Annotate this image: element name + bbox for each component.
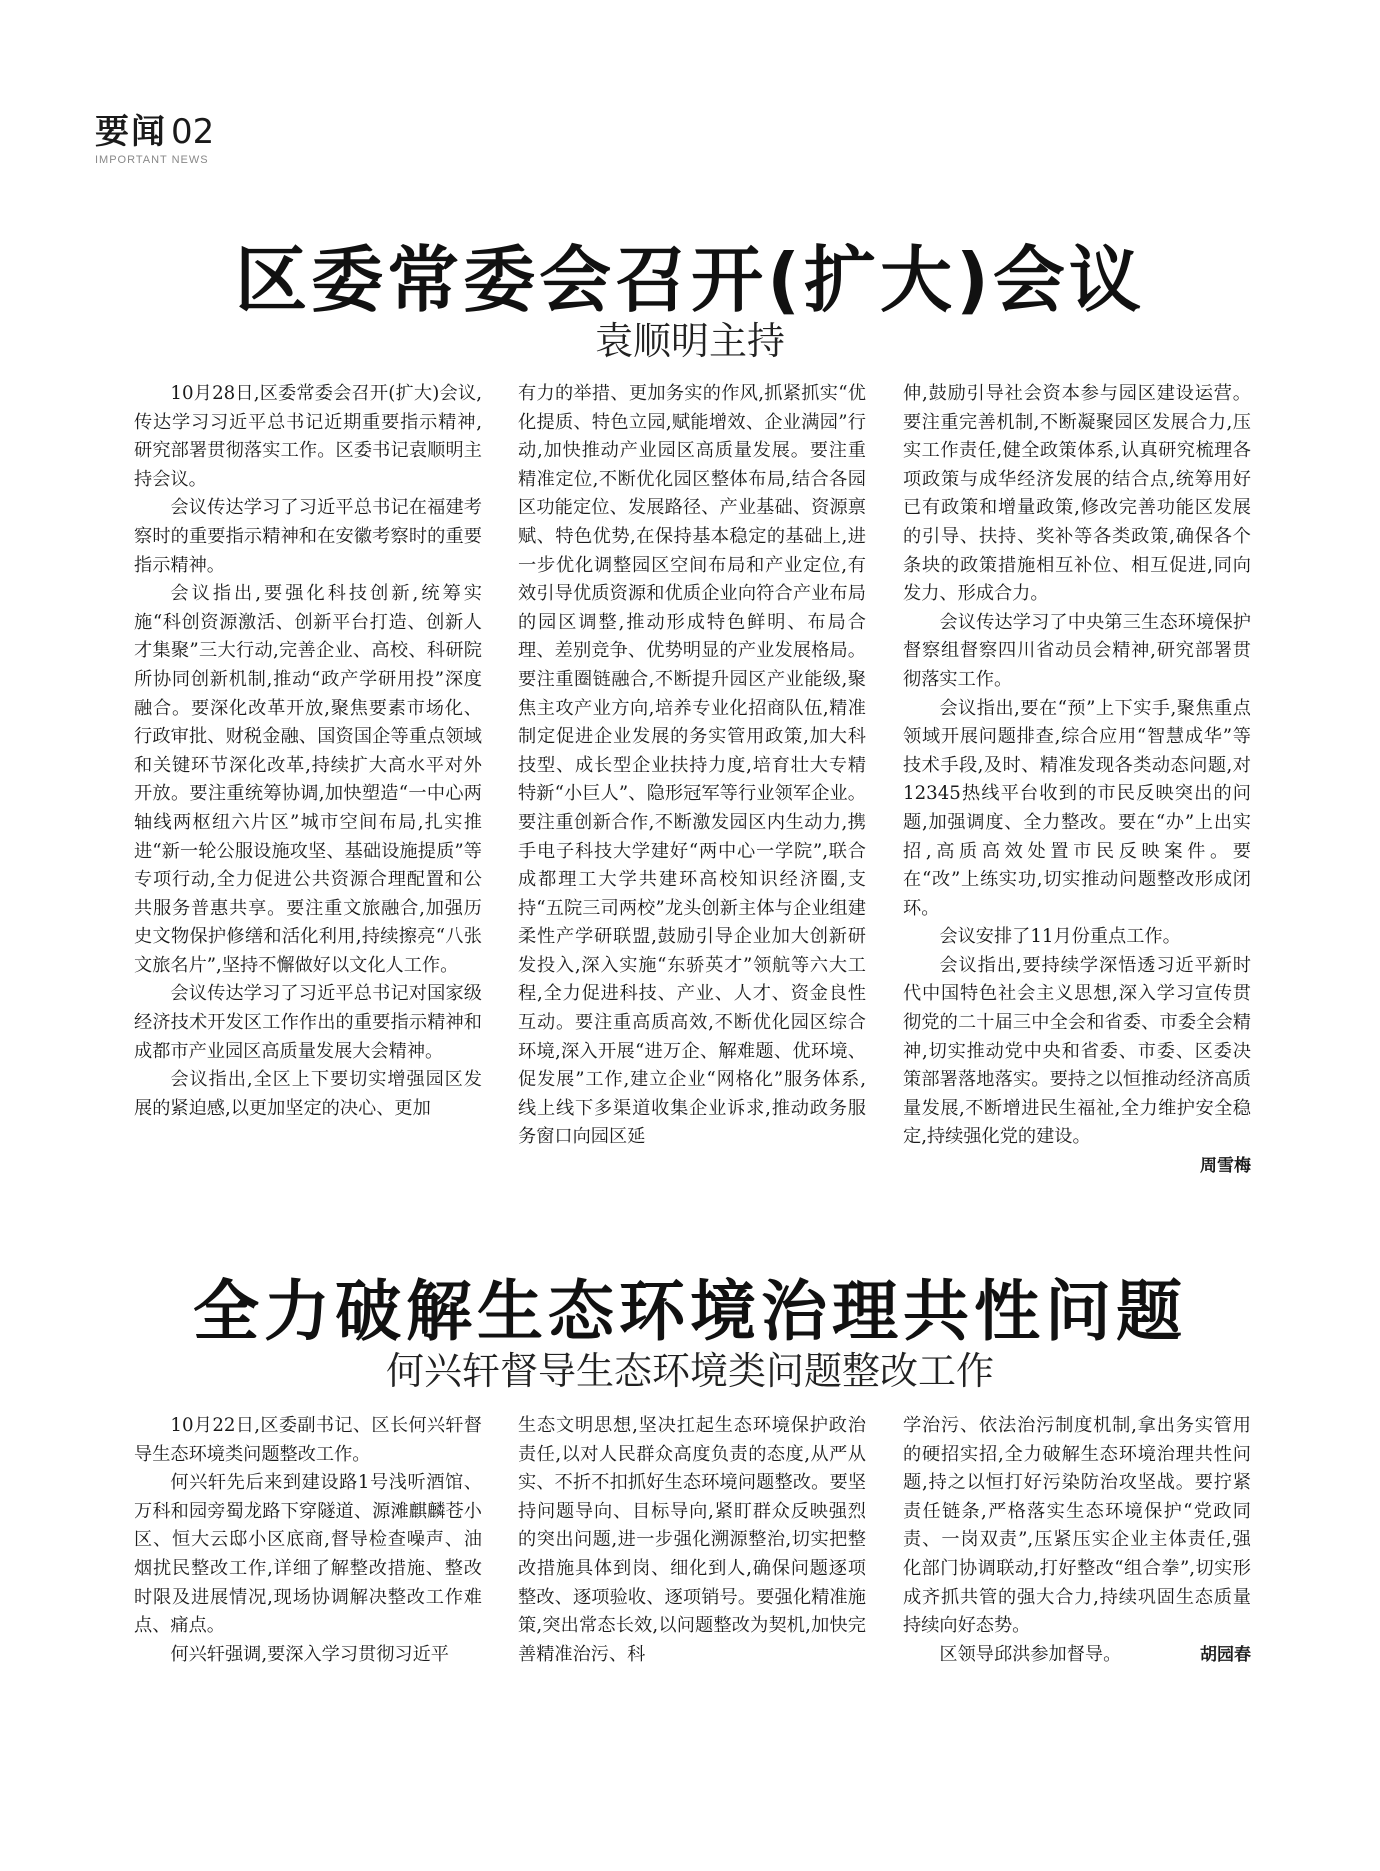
page-number: 02 xyxy=(171,112,215,152)
section-label xyxy=(95,112,214,152)
article1-subheadline: 袁顺明主持 xyxy=(594,319,785,363)
article1-paragraph: 会议传达学习了习近平总书记对国家级经济技术开发区工作作出的重要指示精神和成都市产业园区高质量发展大会精神。 xyxy=(134,983,482,1062)
article1-column-2 xyxy=(518,380,866,1152)
article1-paragraph: 会议指出,要强化科技创新,统筹实施“科创资源激活、创新平台打造、创新人才集聚”三大行动,完善企业、高校、科研院所协同创新机制,推动“政产学研用投”深度融合。要深化改革开放,聚焦要素市场化、行政审批、财税金融、国资国企等重点领域和关键环节深化改革,持续扩大高水平对外开放。要注重统筹协调,加快塑造“一中心两轴线两枢纽六片区”城市空间布局,扎实推进“新一轮公服设施攻坚、基础设施提质”等专项行动,全力促进公共资源合理配置和公共服务普惠共享。要注重文旅融合,加强历史文物保护修缮和活化利用,持续擦亮“八张文旅名片”,坚持不懈做好以文化人工作。 xyxy=(134,583,482,976)
article1-paragraph: 会议指出,全区上下要切实增强园区发展的紧迫感,以更加坚定的决心、更加 xyxy=(134,1069,482,1119)
article2-paragraph: 10月22日,区委副书记、区长何兴轩督导生态环境类问题整改工作。 xyxy=(134,1415,482,1465)
article2-column-3 xyxy=(903,1412,1251,1669)
article1-byline: 周雪梅 xyxy=(1200,1156,1251,1177)
article2-column-2 xyxy=(518,1412,866,1669)
article2-paragraph xyxy=(903,1641,1251,1670)
article2-subheadline: 何兴轩督导生态环境类问题整改工作 xyxy=(385,1349,994,1393)
article1-paragraph: 10月28日,区委常委会召开(扩大)会议,传达学习习近平总书记近期重要指示精神,研究部署贯彻落实工作。区委书记袁顺明主持会议。 xyxy=(134,383,482,490)
article1-paragraph: 会议传达学习了中央第三生态环境保护督察组督察四川省动员会精神,研究部署贯彻落实工作。 xyxy=(903,611,1251,690)
article1-headline: 区委常委会召开(扩大)会议 xyxy=(235,238,1145,322)
section-name: 要闻 xyxy=(95,112,167,152)
article2-byline: 胡园春 xyxy=(1200,1644,1251,1665)
article2-paragraph: 何兴轩强调,要深入学习贯彻习近平 xyxy=(170,1643,449,1665)
article2-paragraph: 生态文明思想,坚决扛起生态环境保护政治责任,以对人民群众高度负责的态度,从严从实、不折不扣抓好生态环境问题整改。要坚持问题导向、目标导向,紧盯群众反映强烈的突出问题,进一步强化溯源整治,切实把整改措施具体到岗、细化到人,确保问题逐项整改、逐项验收、逐项销号。要强化精准施策,突出常态长效,以问题整改为契机,加快完善精准治污、科 xyxy=(518,1415,866,1665)
article2-column-1 xyxy=(134,1412,482,1669)
article1-paragraph: 会议安排了11月份重点工作。 xyxy=(939,926,1181,948)
article2-headline: 全力破解生态环境治理共性问题 xyxy=(193,1273,1187,1350)
page-header xyxy=(95,112,214,166)
article2-closing-line: 区领导邱洪参加督导。 xyxy=(939,1643,1122,1665)
article2-paragraph: 何兴轩先后来到建设路1号浅听酒馆、万科和园旁蜀龙路下穿隧道、源滩麒麟苍小区、恒大云邸小区底商,督导检查噪声、油烟扰民整改工作,详细了解整改措施、整改时限及进展情况,现场协调解决整改工作难点、痛点。 xyxy=(134,1472,482,1637)
article2-paragraph: 学治污、依法治污制度机制,拿出务实管用的硬招实招,全力破解生态环境治理共性问题,持之以恒打好污染防治攻坚战。要拧紧责任链条,严格落实生态环境保护“党政同责、一岗双责”,压紧压实企业主体责任,强化部门协调联动,打好整改“组合拳”,切实形成齐抓共管的强大合力,持续巩固生态质量持续向好态势。 xyxy=(903,1415,1251,1637)
article1-paragraph: 有力的举措、更加务实的作风,抓紧抓实“优化提质、特色立园,赋能增效、企业满园”行动,加快推动产业园区高质量发展。要注重精准定位,不断优化园区整体布局,结合各园区功能定位、发展路径、产业基础、资源禀赋、特色优势,在保持基本稳定的基础上,进一步优化调整园区空间布局和产业定位,有效引导优质资源和优质企业向符合产业布局的园区调整,推动形成特色鲜明、布局合理、差别竞争、优势明显的产业发展格局。要注重圈链融合,不断提升园区产业能级,聚焦主攻产业方向,培养专业化招商队伍,精准制定促进企业发展的务实管用政策,加大科技型、成长型企业扶持力度,培育壮大专精特新“小巨人”、隐形冠军等行业领军企业。要注重创新合作,不断激发园区内生动力,携手电子科技大学建好“两中心一学院”,联合成都理工大学共建环高校知识经济圈,支持“五院三司两校”龙头创新主体与企业组建柔性产学研联盟,鼓励引导企业加大创新研发投入,深入实施“东骄英才”领航等六大工程,全力促进科技、产业、人才、资金良性互动。要注重高质高效,不断优化园区综合环境,深入开展“进万企、解难题、优环境、促发展”工作,建立企业“网格化”服务体系,线上线下多渠道收集企业诉求,推动政务服务窗口向园区延 xyxy=(518,383,866,1148)
article1-paragraph: 会议指出,要持续学深悟透习近平新时代中国特色社会主义思想,深入学习宣传贯彻党的二十届三中全会和省委、市委全会精神,切实推动党中央和省委、市委、区委决策部署落地落实。要持之以恒推动经济高质量发展,不断增进民生福祉,全力维护安全稳定,持续强化党的建设。 xyxy=(903,954,1251,1148)
article1-paragraph: 伸,鼓励引导社会资本参与园区建设运营。要注重完善机制,不断凝聚园区发展合力,压实工作责任,健全政策体系,认真研究梳理各项政策与成华经济发展的结合点,统筹用好已有政策和增量政策,修改完善功能区发展的引导、扶持、奖补等各类政策,确保各个条块的政策措施相互补位、相互促进,同向发力、形成合力。 xyxy=(903,383,1251,605)
article1-column-1 xyxy=(134,380,482,1123)
article1-paragraph: 会议指出,要在“预”上下实手,聚焦重点领域开展问题排查,综合应用“智慧成华”等技术手段,及时、精准发现各类动态问题,对12345热线平台收到的市民反映突出的问题,加强调度、全力整改。要在“办”上出实招,高质高效处置市民反映案件。要在“改”上练实功,切实推动问题整改形成闭环。 xyxy=(903,697,1251,919)
article1-paragraph: 会议传达学习了习近平总书记在福建考察时的重要指示精神和在安徽考察时的重要指示精神。 xyxy=(134,497,482,576)
section-name-english: IMPORTANT NEWS xyxy=(95,154,209,166)
article1-column-3 xyxy=(903,380,1251,1181)
